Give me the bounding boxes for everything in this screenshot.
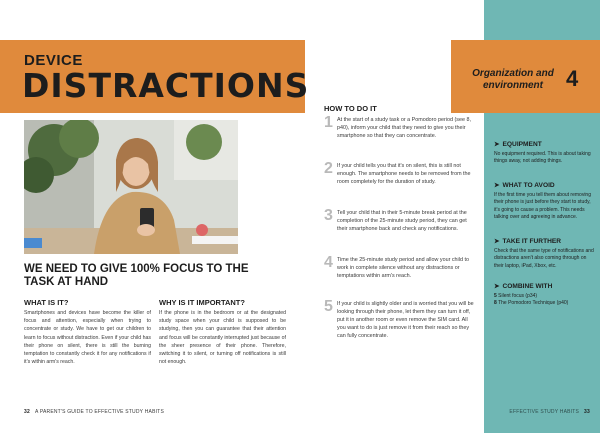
sidebar-body: Check that the same type of notifications and distractions aren't also coming through on their laptop, iPad, Xbox, etc.: [494, 248, 594, 269]
title-kicker: DEVICE: [24, 52, 83, 69]
sidebar-heading: COMBINE WITH: [502, 283, 553, 290]
combine-label: The Pomodoro Technique (p40): [498, 300, 569, 307]
footer-right: [509, 409, 590, 415]
running-title-right: EFFECTIVE STUDY HABITS: [509, 409, 580, 415]
combine-number: 8: [494, 300, 497, 307]
sidebar-equipment: [494, 140, 594, 166]
howto-step: [324, 254, 474, 298]
combine-link[interactable]: [494, 300, 594, 307]
step-text: If your child tells you that it's on silent, this is still not enough. The smartphone needs to be removed from the room completely for the duration of study.: [337, 163, 471, 185]
intro-subheading: WE NEED TO GIVE 100% FOCUS TO THE TASK AT HAND: [24, 263, 249, 288]
why-heading: WHY IS IT IMPORTANT?: [159, 298, 245, 307]
step-number: 1: [324, 114, 333, 131]
sidebar-what-to-avoid: [494, 181, 594, 222]
sidebar-combine-with: [494, 282, 594, 308]
running-title-left: A PARENT'S GUIDE TO EFFECTIVE STUDY HABITS: [34, 409, 164, 415]
step-number: 5: [324, 298, 333, 315]
sidebar-body: No equipment required. This is about taking things away, not adding things.: [494, 151, 591, 165]
chevron-right-icon: ➤: [494, 238, 500, 245]
howto-step: [324, 160, 474, 206]
sidebar-heading: EQUIPMENT: [502, 141, 542, 148]
chevron-right-icon: ➤: [494, 182, 500, 189]
chevron-right-icon: ➤: [494, 283, 500, 290]
howto-step: [324, 207, 474, 253]
student-photo: [24, 120, 238, 254]
step-text: Time the 25-minute study period and allow your child to work in complete silence without any distractions or temptations within arm's reach.: [337, 257, 469, 279]
sidebar-heading: TAKE IT FURTHER: [502, 238, 562, 245]
why-body: If the phone is in the bedroom or at the designated study space when your child is supposed to be studying, then you can guarantee that their attention and focus will be constantly interrupted just because of the sheer presence of their phone. Therefore, switching it to silent, or turning off notifications is still not enough.: [159, 310, 286, 366]
step-text: Tell your child that in their 5-minute break period at the completion of the 25-minute study period, they can get their smartphone back and check any notifications.: [337, 210, 467, 232]
sidebar-heading: WHAT TO AVOID: [502, 182, 555, 189]
howto-step: [324, 114, 474, 156]
page-number-right: 33: [584, 409, 590, 415]
combine-link[interactable]: [494, 293, 594, 300]
page-title: DISTRACTIONS: [22, 66, 310, 105]
step-number: 2: [324, 160, 333, 177]
step-text: At the start of a study task or a Pomodoro period (see 8, p40), inform your child that they need to give you their smartphone so that they can concentrate.: [337, 117, 471, 139]
chevron-right-icon: ➤: [494, 141, 500, 148]
chapter-title: Organization and environment: [472, 68, 554, 91]
sidebar-take-it-further: [494, 237, 594, 270]
howto-heading: HOW TO DO IT: [324, 104, 377, 113]
howto-step: [324, 298, 474, 358]
footer-left: [24, 409, 164, 415]
step-number: 3: [324, 207, 333, 224]
combine-label: Silent focus (p34): [498, 293, 538, 299]
step-text: If your child is slightly older and is worried that you will be looking through their phone, let them they can turn it off, put it in another room or even remove the SIM card. All you want to do is just remove it from their reach so they can fully concentrate.: [337, 301, 474, 339]
page-number-left: 32: [24, 409, 30, 415]
what-body: Smartphones and devices have become the killer of focus and attention, especially when trying to concentrate or study. We have to get our children to learn to focus without distraction. Even if your child has their phone on silent, there is still the burning temptation to constantly check it for any notifications if it's within arm's reach.: [24, 310, 151, 366]
chapter-number: 4: [566, 66, 579, 91]
step-number: 4: [324, 254, 333, 271]
sidebar-body: If the first time you tell them about removing their phone is just before they start to study, it's going to cause a problem. This needs talking over and agreeing in advance.: [494, 192, 591, 221]
combine-number: 5: [494, 293, 497, 299]
what-heading: WHAT IS IT?: [24, 298, 69, 307]
